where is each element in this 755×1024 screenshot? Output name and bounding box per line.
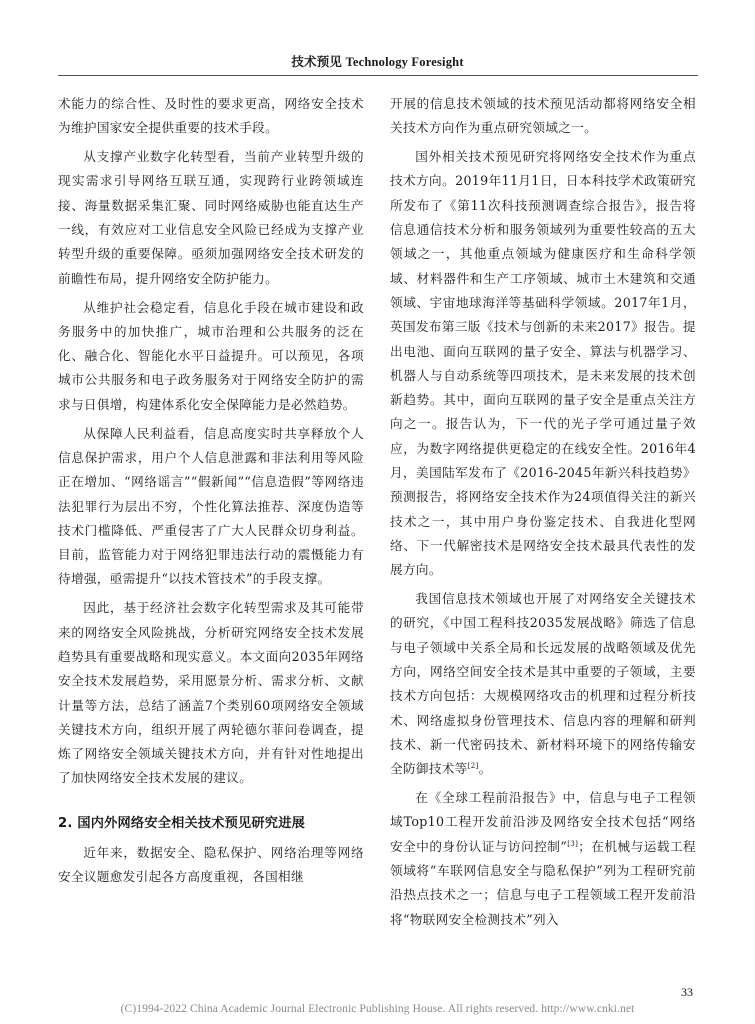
paragraph: 开展的信息技术领域的技术预见活动都将网络安全相关技术方向作为重点研究领域之一。 bbox=[390, 96, 696, 136]
paragraph: 从支撑产业数字化转型看，当前产业转型升级的现实需求引导网络互联互通，实现跨行业跨领域连接、海量数据采集汇聚、同时网络威胁也能直达生产一线，有效应对工业信息安全风险已经成为支撑产业转型升级的重要保障。亟须加强网络安全技术研发的前瞻性布局，提升网络安全防护能力。 bbox=[58, 149, 364, 286]
paragraph: 近年来，数据安全、隐私保护、网络治理等网络安全议题愈发引起各方高度重视，各国相继 bbox=[58, 844, 364, 884]
paragraph bbox=[390, 786, 696, 932]
paragraph: 国外相关技术预见研究将网络安全技术作为重点技术方向。2019年11月1日，日本科技学术政策研究所发布了《第11次科技预测调查综合报告》，报告将信息通信技术分析和服务领域列为重要性较高的五大领域之一，其他重点领域为健康医疗和生命科学领域、材料器件和生产工序领域、城市土木建筑和交通领域、宇宙地球海洋等基础科学领域。2017年1月，英国发布第三版《技术与创新的未来2017》报告。提出电池、面向互联网的量子安全、算法与机器学习、机器人与自动系统等四项技术，是未来发展的技术创新趋势。其中，面向互联网的量子安全是重点关注方向之一。报告认为，下一代的光子学可通过量子效应，为数字网络提供更稳定的在线安全性。2016年4月，美国陆军发布了《2016-2045年新兴科技趋势》预测报告，将网络安全技术作为24项值得关注的新兴技术之一，其中用户身份鉴定技术、自我进化型网络、下一代解密技术是网络安全技术最具代表性的发展方向。 bbox=[390, 149, 696, 578]
paragraph: 因此，基于经济社会数字化转型需求及其可能带来的网络安全风险挑战，分析研究网络安全技术发展趋势具有重要战略和现实意义。本文面向2035年网络安全技术发展趋势，采用愿景分析、需求分析、文献计量等方法，总结了涵盖7个类别60项网络安全领域关键技术方向，组织开展了两轮德尔菲问卷调查，提炼了网络安全领域关键技术方向，并有针对性地提出了加快网络安全技术发展的建议。 bbox=[58, 600, 364, 786]
paragraph bbox=[390, 587, 696, 781]
left-column bbox=[58, 92, 364, 894]
paragraph: 从保障人民利益看，信息高度实时共享释放个人信息保护需求，用户个人信息泄露和非法利用等风险正在增加、“网络谣言”“假新闻”“信息造假”等网络违法犯罪行为层出不穷，个性化算法推荐、深度伪造等技术门槛降低、严重侵害了广大人民群众切身利益。目前，监管能力对于网络犯罪违法行动的震慑能力有待增强，亟需提升“以技术管技术”的手段支撑。 bbox=[58, 425, 364, 587]
page-number: 33 bbox=[681, 985, 693, 999]
citation-ref[interactable]: [2] bbox=[467, 762, 479, 771]
paragraph-text: 。 bbox=[478, 761, 492, 777]
copyright-watermark: (C)1994-2022 China Academic Journal Electronic Publishing House. All rights reserved. http://www.cnki.net bbox=[120, 1003, 635, 1015]
paragraph-text: 在《全球工程前沿报告》中，信息与电子工程领域Top10工程开发前沿涉及网络安全技术包括“网络安全中的身份认证与访问控制” bbox=[390, 790, 696, 854]
paragraph-text: ；在机械与运载工程领域将“车联网信息安全与隐私保护”列为工程研究前沿热点技术之一；信息与电子工程领域工程开发前沿将“物联网安全检测技术”列入 bbox=[390, 838, 697, 927]
citation-ref[interactable]: [3] bbox=[567, 839, 579, 848]
running-header: 技术预见 Technology Foresight bbox=[291, 55, 464, 69]
header-rule bbox=[58, 75, 698, 76]
paragraph-text: 我国信息技术领域也开展了对网络安全关键技术的研究，《中国工程科技2035发展战略》筛选了信息与电子领域中关系全局和长远发展的战略领域及优先方向，网络空间安全技术是其中重要的子领域，主要技术方向包括：大规模网络攻击的机理和过程分析技术、网络虚拟身份管理技术、信息内容的理解和研判技术、新一代密码技术、新材料环境下的网络传输安全防御技术等 bbox=[390, 591, 696, 777]
paragraph: 术能力的综合性、及时性的要求更高，网络安全技术为维护国家安全提供重要的技术手段。 bbox=[58, 96, 364, 136]
paragraph: 从维护社会稳定看，信息化手段在城市建设和政务服务中的加快推广，城市治理和公共服务的泛在化、融合化、智能化水平日益提升。可以预见，各项城市公共服务和电子政务服务对于网络安全防护的需求与日俱增，构建体系化安全保障能力是必然趋势。 bbox=[58, 299, 364, 412]
right-column bbox=[390, 92, 696, 936]
section-heading: 2. 国内外网络安全相关技术预见研究进展 bbox=[58, 815, 305, 831]
